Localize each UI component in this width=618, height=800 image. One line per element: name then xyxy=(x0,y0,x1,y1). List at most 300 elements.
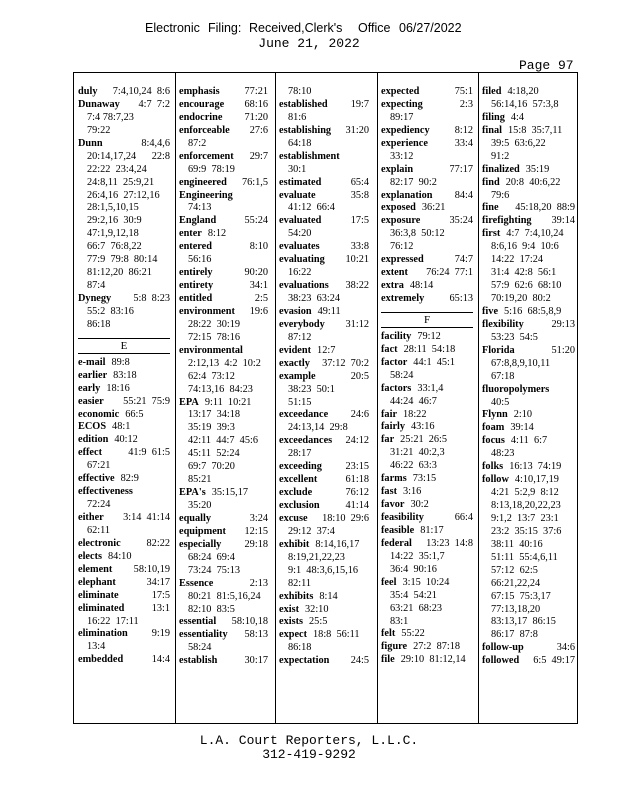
index-entry xyxy=(381,434,473,447)
index-term: endocrine xyxy=(179,111,223,123)
index-term-wrapper xyxy=(381,486,397,497)
index-term: early xyxy=(78,382,101,394)
index-term: folks xyxy=(482,461,504,473)
index-entry xyxy=(482,384,575,397)
page-line-refs: 56:14,16 57:3,8 xyxy=(491,98,559,110)
page-line-refs: 72:15 78:16 xyxy=(188,331,241,343)
index-term: everybody xyxy=(279,318,325,330)
index-term-wrapper xyxy=(279,435,332,448)
index-entry-continuation xyxy=(381,447,473,460)
index-term: environment xyxy=(179,305,235,317)
index-term: element xyxy=(78,563,113,575)
page-line-refs: 22:22 23:4,24 xyxy=(87,163,147,175)
index-term: elects xyxy=(78,550,103,562)
index-term: final xyxy=(482,124,503,136)
index-entry xyxy=(179,99,268,112)
page-line-refs: 39:5 63:6,22 xyxy=(491,137,546,149)
page-line-refs: 3:24 xyxy=(249,512,268,524)
index-term: extent xyxy=(381,267,408,279)
index-term-wrapper xyxy=(381,138,428,151)
index-term: exist xyxy=(279,603,300,615)
index-entry-continuation xyxy=(381,112,473,125)
page-line-refs: 4:10,17,19 xyxy=(514,474,559,486)
page-line-refs: 82:22 xyxy=(146,537,170,549)
index-term-wrapper xyxy=(381,499,404,510)
index-term: establishing xyxy=(279,124,332,136)
index-entry xyxy=(381,280,473,293)
index-entry xyxy=(78,577,170,590)
index-entry xyxy=(78,99,170,112)
index-term-wrapper xyxy=(279,616,303,627)
page-line-refs: 76:12 xyxy=(345,487,369,499)
page-line-refs: 3:15 10:24 xyxy=(402,576,450,588)
page-line-refs: 20:14,17,24 xyxy=(87,150,137,162)
page-line-refs: 9:1,2 13:7 23:1 xyxy=(491,512,559,524)
index-term-wrapper xyxy=(279,474,317,487)
index-term: embedded xyxy=(78,654,124,666)
index-term: essential xyxy=(179,616,217,628)
page-line-refs: 62:4 73:12 xyxy=(188,370,235,382)
page-line-refs: 14:22 35:1,7 xyxy=(390,550,445,562)
page-line-refs: 77:9 79:8 80:14 xyxy=(87,254,158,266)
page-line-refs: 13:23 14:8 xyxy=(426,537,473,549)
page-line-refs: 9:1 48:3,6,15,16 xyxy=(288,564,359,576)
index-entry-continuation xyxy=(179,474,268,487)
page-line-refs: 39:14 xyxy=(551,215,575,227)
page-line-refs: 4:4 xyxy=(510,111,525,123)
index-term-wrapper xyxy=(179,655,217,668)
index-term-wrapper xyxy=(179,526,226,539)
page-line-refs: 77:13,18,20 xyxy=(491,603,541,615)
page-line-refs: 87:4 xyxy=(87,280,106,292)
index-term: eliminated xyxy=(78,602,125,614)
page-line-refs: 33:1,4 xyxy=(417,382,444,394)
index-entry xyxy=(482,461,575,474)
index-entry-continuation xyxy=(279,228,369,241)
index-term: Flynn xyxy=(482,409,508,421)
page-line-refs: 3:14 41:14 xyxy=(123,512,170,523)
index-term-wrapper xyxy=(381,164,413,177)
index-entry xyxy=(381,344,473,357)
index-entry xyxy=(78,538,170,551)
index-entry xyxy=(78,138,170,151)
index-term-wrapper xyxy=(381,331,411,342)
page-line-refs: 39:14 xyxy=(510,422,534,434)
index-term: EPA xyxy=(179,396,199,408)
index-entry-continuation xyxy=(482,332,575,345)
index-entry xyxy=(279,358,369,371)
index-term: follow-up xyxy=(482,642,524,654)
index-entry xyxy=(279,487,369,500)
index-term-wrapper xyxy=(279,655,329,668)
page-line-refs: 13:17 34:18 xyxy=(188,409,241,421)
index-entry xyxy=(179,151,268,164)
index-entry xyxy=(482,435,575,448)
index-entry xyxy=(381,138,473,151)
index-term-wrapper xyxy=(179,616,216,629)
page-line-refs: 23:2 35:15 37:6 xyxy=(491,525,562,537)
index-entry xyxy=(381,383,473,396)
index-entry-continuation xyxy=(482,591,575,604)
index-entry-continuation xyxy=(279,422,369,435)
index-entry xyxy=(179,228,268,241)
index-term: flexibility xyxy=(482,318,524,330)
page-line-refs: 90:20 xyxy=(244,267,268,279)
index-term-wrapper xyxy=(279,280,329,293)
index-entry-continuation xyxy=(381,564,473,577)
index-entry xyxy=(179,306,268,319)
index-entry xyxy=(279,616,369,629)
index-term: expediency xyxy=(381,124,430,136)
page-line-refs: 38:11 40:16 xyxy=(491,538,543,550)
page-line-refs: 14:22 17:24 xyxy=(491,254,544,266)
page-line-refs: 31:20 xyxy=(345,124,369,136)
index-entry xyxy=(279,629,369,642)
page-line-refs: 12:15 xyxy=(244,525,268,537)
index-term: EPA's xyxy=(179,487,206,499)
index-entry xyxy=(381,357,473,370)
page-line-refs: 5:16 68:5,8,9 xyxy=(504,305,562,317)
index-entry-continuation xyxy=(78,616,170,629)
index-term-wrapper xyxy=(78,473,115,484)
index-entry xyxy=(78,447,170,460)
index-entry xyxy=(482,642,575,655)
index-entry xyxy=(482,422,575,435)
index-term: fluoropolymers xyxy=(482,383,550,395)
index-term: feasible xyxy=(381,524,415,536)
index-term: feasibility xyxy=(381,512,424,523)
page-line-refs: 55:2 83:16 xyxy=(87,305,134,317)
index-entry-continuation xyxy=(179,565,268,578)
page-line-refs: 33:8 xyxy=(350,241,369,253)
index-term-wrapper xyxy=(179,629,228,642)
index-term: Dunn xyxy=(78,137,103,149)
index-term-wrapper xyxy=(482,345,515,358)
page-line-refs: 40:12 xyxy=(114,434,138,446)
index-term-wrapper xyxy=(279,125,331,138)
index-term: file xyxy=(381,654,395,666)
index-term-wrapper xyxy=(381,280,404,291)
page-line-refs: 18:16 xyxy=(106,382,130,394)
page-line-refs: 64:18 xyxy=(288,137,312,149)
page-line-refs: 76:1,5 xyxy=(241,176,268,188)
index-entry xyxy=(482,228,575,241)
index-term-wrapper xyxy=(279,409,328,422)
index-entry-continuation xyxy=(179,604,268,617)
index-entry xyxy=(179,397,268,410)
index-entry xyxy=(381,525,473,538)
page-line-refs: 4:21 5:2,9 8:12 xyxy=(491,487,559,499)
filing-stamp xyxy=(0,21,618,35)
page-line-refs: 2:5 xyxy=(254,293,268,304)
index-entry xyxy=(78,603,170,616)
index-entry-continuation xyxy=(78,254,170,267)
page-line-refs: 28:17 xyxy=(288,448,312,460)
index-term-wrapper xyxy=(179,513,211,526)
index-term: exhibit xyxy=(279,538,310,550)
index-term-wrapper xyxy=(279,591,313,602)
index-entry-continuation xyxy=(279,448,369,461)
index-term-wrapper xyxy=(482,164,520,175)
page-line-refs: 74:13 xyxy=(188,202,212,214)
index-term-wrapper xyxy=(179,112,222,125)
index-entry-continuation xyxy=(482,513,575,526)
index-term-wrapper xyxy=(381,512,424,525)
page-line-refs: 67:18 xyxy=(491,370,515,382)
index-entry xyxy=(482,164,575,177)
index-entry-continuation xyxy=(78,525,170,538)
index-term: economic xyxy=(78,408,120,420)
index-term: federal xyxy=(381,537,412,549)
page-line-refs: 4:18,20 xyxy=(507,86,539,97)
page-line-refs: 38:23 50:1 xyxy=(288,383,335,395)
index-entry xyxy=(78,590,170,603)
index-entry xyxy=(381,499,473,512)
page-line-refs: 58:10,18 xyxy=(231,616,268,628)
index-term-wrapper xyxy=(482,435,505,446)
index-term: fine xyxy=(482,202,499,214)
index-term-wrapper xyxy=(179,99,224,112)
index-column-3 xyxy=(279,86,369,717)
index-entry-continuation xyxy=(482,371,575,384)
index-entry xyxy=(78,357,170,370)
index-entry-continuation xyxy=(179,435,268,448)
page-line-refs: 8:6,16 9:4 10:6 xyxy=(491,241,559,253)
index-entry-continuation xyxy=(381,616,473,629)
index-term-wrapper xyxy=(482,461,503,472)
index-term-wrapper xyxy=(279,99,328,112)
page-line-refs: 58:24 xyxy=(390,369,414,381)
page-line-refs: 71:20 xyxy=(244,111,268,123)
page-line-refs: 73:24 75:13 xyxy=(188,564,241,576)
page-line-refs: 51:11 55:4,6,11 xyxy=(491,551,558,563)
index-entry xyxy=(279,409,369,422)
page-line-refs: 85:21 xyxy=(188,474,212,486)
page-line-refs: 35:8 xyxy=(350,189,369,201)
page-line-refs: 17:5 xyxy=(350,215,369,227)
index-term: entered xyxy=(179,241,212,253)
index-entry-continuation xyxy=(78,267,170,280)
index-term: filed xyxy=(482,86,502,97)
index-entry xyxy=(78,654,170,667)
index-entry xyxy=(78,434,170,447)
page-line-refs: 8:12 xyxy=(207,228,227,240)
index-term-wrapper xyxy=(179,306,235,319)
index-term: extra xyxy=(381,280,404,292)
index-term-wrapper xyxy=(482,642,524,655)
page-line-refs: 13:1 xyxy=(151,602,170,614)
index-entry-continuation xyxy=(78,177,170,190)
index-entry xyxy=(179,629,268,642)
page-line-refs: 20:5 xyxy=(350,370,369,382)
page-line-refs: 70:19,20 80:2 xyxy=(491,293,551,304)
page-line-refs: 45:11 52:24 xyxy=(188,448,240,460)
index-term: exactly xyxy=(279,357,310,369)
index-term: fair xyxy=(381,408,398,420)
index-entry xyxy=(482,319,575,332)
index-entry-continuation xyxy=(381,396,473,409)
index-entry xyxy=(279,151,369,164)
index-entry xyxy=(279,177,369,190)
index-entry xyxy=(381,202,473,215)
page-line-refs: 77:17 xyxy=(449,163,473,175)
index-term-wrapper xyxy=(482,319,524,332)
page-line-refs: 34:1 xyxy=(249,280,268,292)
index-term-wrapper xyxy=(279,629,307,640)
index-term: factor xyxy=(381,356,408,368)
index-term-wrapper xyxy=(179,241,212,254)
page-line-refs: 63:21 68:23 xyxy=(390,602,443,614)
page-line-refs: 23:15 xyxy=(345,461,369,473)
index-entry xyxy=(179,513,268,526)
page-line-refs: 8:4,4,6 xyxy=(141,137,170,149)
index-term-wrapper xyxy=(279,215,321,228)
page-line-refs: 79:6 xyxy=(491,189,510,201)
page-line-refs: 18:10 29:6 xyxy=(322,512,369,524)
index-term-wrapper xyxy=(381,99,423,112)
page-line-refs: 72:24 xyxy=(87,499,111,511)
page-line-refs: 86:18 xyxy=(288,642,312,654)
index-entry-continuation xyxy=(179,500,268,513)
page-number: Page 97 xyxy=(519,58,574,73)
index-term: fact xyxy=(381,343,398,355)
index-entry-continuation xyxy=(482,526,575,539)
index-term-wrapper xyxy=(279,539,309,550)
index-term-wrapper xyxy=(179,215,216,228)
page-line-refs: 25:21 26:5 xyxy=(400,434,448,446)
page-line-refs: 27:6 xyxy=(249,124,268,136)
index-entry-continuation xyxy=(381,228,473,241)
index-entry xyxy=(381,293,473,306)
index-term-wrapper xyxy=(482,177,500,188)
index-entry-continuation xyxy=(482,397,575,410)
page-line-refs: 55:22 xyxy=(401,628,425,640)
index-entry xyxy=(482,345,575,358)
index-term: far xyxy=(381,434,395,446)
index-entry-continuation xyxy=(482,487,575,500)
page-line-refs: 74:13,16 84:23 xyxy=(188,383,253,395)
index-term-wrapper xyxy=(78,434,108,445)
page-line-refs: 30:2 xyxy=(410,499,429,511)
index-term: farms xyxy=(381,473,407,485)
index-term-wrapper xyxy=(381,525,414,536)
index-entry-continuation xyxy=(482,448,575,461)
index-entry xyxy=(482,125,575,138)
index-entry-continuation xyxy=(279,565,369,578)
index-term: emphasis xyxy=(179,86,220,97)
index-entry xyxy=(279,591,369,604)
index-term: Engineering xyxy=(179,189,233,201)
page-line-refs: 49:11 xyxy=(317,305,341,317)
page-line-refs: 29:7 xyxy=(249,150,268,162)
index-entry-continuation xyxy=(482,267,575,280)
index-term: estimated xyxy=(279,176,322,188)
index-term-wrapper xyxy=(179,345,243,358)
page-line-refs: 66:21,22,24 xyxy=(491,577,541,589)
index-term: evaluated xyxy=(279,215,322,227)
section-letter: F xyxy=(423,313,431,326)
page-line-refs: 66:7 76:8,22 xyxy=(87,241,142,253)
index-term-wrapper xyxy=(179,487,206,498)
index-term-wrapper xyxy=(179,86,220,99)
index-entry-continuation xyxy=(78,215,170,228)
index-entry xyxy=(179,655,268,668)
index-entry-continuation xyxy=(179,642,268,655)
index-entry xyxy=(179,539,268,552)
page-line-refs: 87:2 xyxy=(188,137,207,149)
index-entry-continuation xyxy=(78,112,170,125)
index-entry xyxy=(179,241,268,254)
index-term-wrapper xyxy=(482,86,501,97)
index-term-wrapper xyxy=(381,628,395,639)
page-line-refs: 54:20 xyxy=(288,228,312,240)
index-term: fast xyxy=(381,486,398,498)
page-line-refs: 80:21 81:5,16,24 xyxy=(188,590,261,602)
page-line-refs: 56:16 xyxy=(188,254,212,266)
index-entry xyxy=(482,177,575,190)
index-entry-continuation xyxy=(482,190,575,203)
index-entry-continuation xyxy=(482,539,575,552)
page-line-refs: 26:4,16 27:12,16 xyxy=(87,189,160,201)
index-entry-continuation xyxy=(179,448,268,461)
index-term-wrapper xyxy=(381,577,396,588)
index-term: established xyxy=(279,98,328,110)
index-term-wrapper xyxy=(279,487,312,500)
index-term-wrapper xyxy=(381,473,407,484)
index-entry-continuation xyxy=(381,590,473,603)
page-line-refs: 58:10,19 xyxy=(133,563,170,575)
index-term: expecting xyxy=(381,98,423,110)
index-term: Florida xyxy=(482,344,515,356)
page-line-refs: 24:5 xyxy=(350,655,369,667)
index-term: followed xyxy=(482,655,520,667)
index-term-wrapper xyxy=(482,474,509,485)
page-line-refs: 8:10 xyxy=(249,241,268,253)
index-term: excuse xyxy=(279,512,308,524)
index-term: evident xyxy=(279,344,312,356)
page-line-refs: 13:4 xyxy=(87,641,106,653)
index-entry xyxy=(279,241,369,254)
index-entry xyxy=(381,628,473,641)
section-rule xyxy=(381,312,473,313)
index-entry xyxy=(381,486,473,499)
page-line-refs: 47:1,9,12,18 xyxy=(87,228,139,240)
page-line-refs: 35:24 xyxy=(449,215,473,227)
index-term-wrapper xyxy=(279,151,340,164)
index-entry-continuation xyxy=(179,591,268,604)
index-term: enforceable xyxy=(179,124,230,136)
page-line-refs: 33:4 xyxy=(454,137,473,149)
filing-word-4: Office xyxy=(358,21,391,35)
index-term: e-mail xyxy=(78,356,106,368)
index-entry xyxy=(78,486,170,499)
index-entry xyxy=(78,293,170,306)
index-term-wrapper xyxy=(78,603,124,616)
page-line-refs: 74:7 xyxy=(454,254,473,266)
index-term-wrapper xyxy=(179,293,212,306)
index-entry xyxy=(78,396,170,409)
index-entry-continuation xyxy=(78,319,170,332)
filing-word-3: Received,Clerk's xyxy=(249,21,343,35)
index-term-wrapper xyxy=(78,538,121,551)
index-term: exceeding xyxy=(279,461,322,473)
index-entry xyxy=(482,474,575,487)
index-term: figure xyxy=(381,641,408,653)
index-entry xyxy=(279,306,369,319)
page-line-refs: 5:8 8:23 xyxy=(133,293,170,304)
page-line-refs: 65:13 xyxy=(449,293,473,304)
index-entry-continuation xyxy=(279,202,369,215)
